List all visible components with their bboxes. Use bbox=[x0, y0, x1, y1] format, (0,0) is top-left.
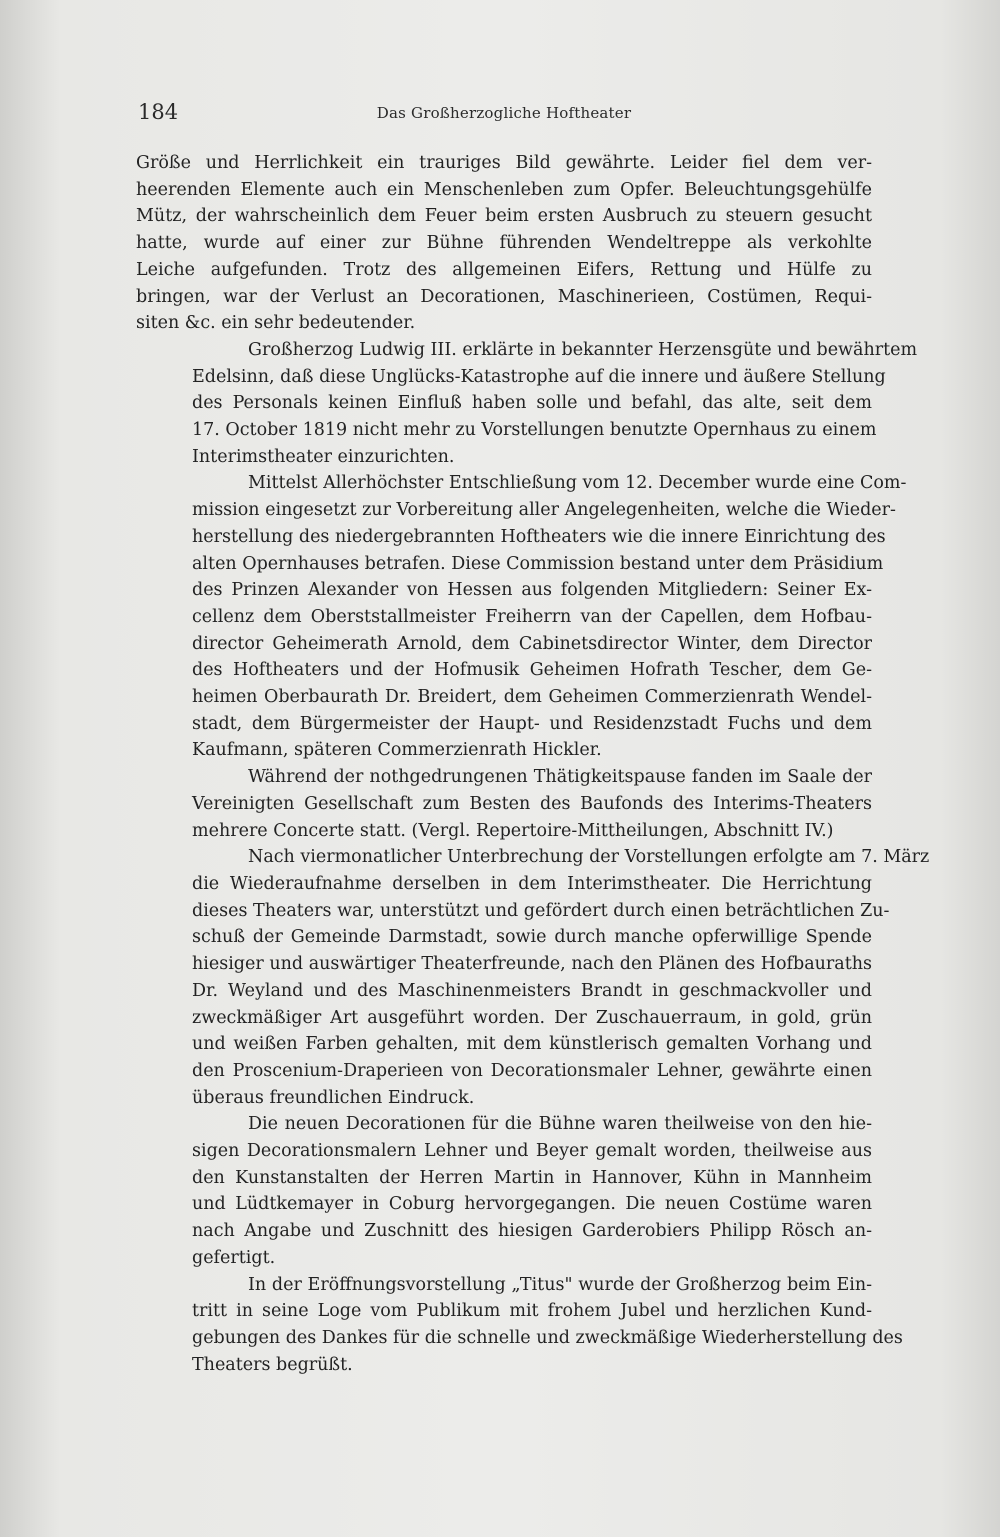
text-line: Mittelst Allerhöchster Entschließung vom 12. December wurde eine Com- bbox=[248, 473, 907, 494]
text-line: mission eingesetzt zur Vorbereitung aller Angelegenheiten, welche die Wieder- bbox=[192, 500, 896, 521]
text-line: director Geheimerath Arnold, dem Cabinetsdirector Winter, dem Director bbox=[192, 633, 872, 654]
text-line: siten &c. ein sehr bedeutender. bbox=[136, 313, 416, 334]
text-line: gefertigt. bbox=[192, 1247, 276, 1268]
text-line: Theaters begrüßt. bbox=[192, 1354, 353, 1375]
text-line: dieses Theaters war, unterstützt und gefördert durch einen beträchtlichen Zu- bbox=[192, 900, 890, 921]
text-line: Leiche aufgefunden. Trotz des allgemeinen Eifers, Rettung und Hülfe zu bbox=[136, 259, 872, 280]
text-line: Nach viermonatlicher Unterbrechung der Vorstellungen erfolgte am 7. März bbox=[248, 847, 930, 868]
text-line: und Lüdtkemayer in Coburg hervorgegangen. Die neuen Costüme waren bbox=[192, 1194, 872, 1215]
text-line: alten Opernhauses betrafen. Diese Commission bestand unter dem Präsidium bbox=[192, 553, 884, 574]
text-line: die Wiederaufnahme derselben in dem Interimstheater. Die Herrichtung bbox=[192, 873, 872, 894]
text-line: des Prinzen Alexander von Hessen aus folgenden Mitgliedern: Seiner Ex- bbox=[192, 580, 872, 601]
body-text bbox=[136, 150, 930, 1378]
text-line: bringen, war der Verlust an Decorationen, Maschinerieen, Costümen, Requi- bbox=[136, 286, 872, 307]
text-line: Edelsinn, daß diese Unglücks-Katastrophe auf die innere und äußere Stellung bbox=[192, 366, 886, 387]
text-line: nach Angabe und Zuschnitt des hiesigen Garderobiers Philipp Rösch an- bbox=[192, 1221, 872, 1242]
paragraph bbox=[136, 1111, 872, 1271]
text-line: heimen Oberbaurath Dr. Breidert, dem Geheimen Commerzienrath Wendel- bbox=[192, 687, 872, 708]
paragraph bbox=[136, 470, 907, 764]
page-number: 184 bbox=[138, 100, 179, 124]
paragraph bbox=[136, 150, 872, 337]
text-line: Größe und Herrlichkeit ein trauriges Bild gewährte. Leider fiel dem ver- bbox=[136, 153, 872, 173]
text-line: In der Eröffnungsvorstellung „Titus" wurde der Großherzog beim Ein- bbox=[248, 1274, 872, 1295]
text-line: cellenz dem Oberststallmeister Freiherrn van der Capellen, dem Hofbau- bbox=[192, 606, 872, 627]
paragraph bbox=[136, 1272, 903, 1379]
text-line: des Hoftheaters und der Hofmusik Geheimen Hofrath Tescher, dem Ge- bbox=[192, 660, 872, 681]
paragraph bbox=[136, 764, 872, 844]
text-line: sigen Decorationsmalern Lehner und Beyer gemalt worden, theilweise aus bbox=[192, 1141, 872, 1162]
text-line: und weißen Farben gehalten, mit dem künstlerisch gemalten Vorhang und bbox=[192, 1034, 872, 1055]
text-line: Großherzog Ludwig III. erklärte in bekannter Herzensgüte und bewährtem bbox=[248, 339, 918, 360]
text-line: tritt in seine Loge vom Publikum mit frohem Jubel und herzlichen Kund- bbox=[192, 1301, 872, 1322]
text-line: mehrere Concerte statt. (Vergl. Repertoire-Mittheilungen, Abschnitt IV.) bbox=[192, 820, 834, 841]
text-line: Vereinigten Gesellschaft zum Besten des Baufonds des Interims-Theaters bbox=[192, 793, 872, 814]
text-line: den Proscenium-Draperieen von Decorationsmaler Lehner, gewährte einen bbox=[192, 1060, 872, 1081]
text-line: schuß der Gemeinde Darmstadt, sowie durch manche opferwillige Spende bbox=[192, 927, 872, 948]
text-line: 17. October 1819 nicht mehr zu Vorstellungen benutzte Opernhaus zu einem bbox=[192, 420, 877, 441]
text-line: herstellung des niedergebrannten Hoftheaters wie die innere Einrichtung des bbox=[192, 526, 886, 547]
running-title: Das Großherzogliche Hoftheater bbox=[376, 104, 632, 122]
text-line: gebungen des Dankes für die schnelle und zweckmäßige Wiederherstellung des bbox=[192, 1327, 903, 1348]
paragraph bbox=[136, 844, 930, 1111]
text-line: Während der nothgedrungenen Thätigkeitspause fanden im Saale der bbox=[248, 767, 872, 788]
text-line: überaus freundlichen Eindruck. bbox=[192, 1087, 475, 1108]
text-line: Mütz, der wahrscheinlich dem Feuer beim ersten Ausbruch zu steuern gesucht bbox=[136, 206, 872, 227]
text-line: hatte, wurde auf einer zur Bühne führenden Wendeltreppe als verkohlte bbox=[136, 233, 872, 254]
text-line: stadt, dem Bürgermeister der Haupt- und Residenzstadt Fuchs und dem bbox=[192, 713, 872, 734]
text-line: Kaufmann, späteren Commerzienrath Hickler. bbox=[192, 740, 602, 761]
text-line: Interimstheater einzurichten. bbox=[192, 446, 455, 467]
text-line: heerenden Elemente auch ein Menschenleben zum Opfer. Beleuchtungsgehülfe bbox=[136, 179, 872, 200]
text-line: zweckmäßiger Art ausgeführt worden. Der Zuschauerraum, in gold, grün bbox=[192, 1007, 872, 1028]
text-line: den Kunstanstalten der Herren Martin in Hannover, Kühn in Mannheim bbox=[192, 1167, 872, 1188]
text-line: des Personals keinen Einfluß haben solle und befahl, das alte, seit dem bbox=[192, 393, 872, 414]
paragraph bbox=[136, 337, 918, 471]
page-header bbox=[138, 100, 870, 130]
text-line: hiesiger und auswärtiger Theaterfreunde, nach den Plänen des Hofbauraths bbox=[192, 954, 872, 975]
text-line: Die neuen Decorationen für die Bühne waren theilweise von den hie- bbox=[248, 1114, 872, 1135]
text-line: Dr. Weyland und des Maschinenmeisters Brandt in geschmackvoller und bbox=[192, 980, 872, 1001]
